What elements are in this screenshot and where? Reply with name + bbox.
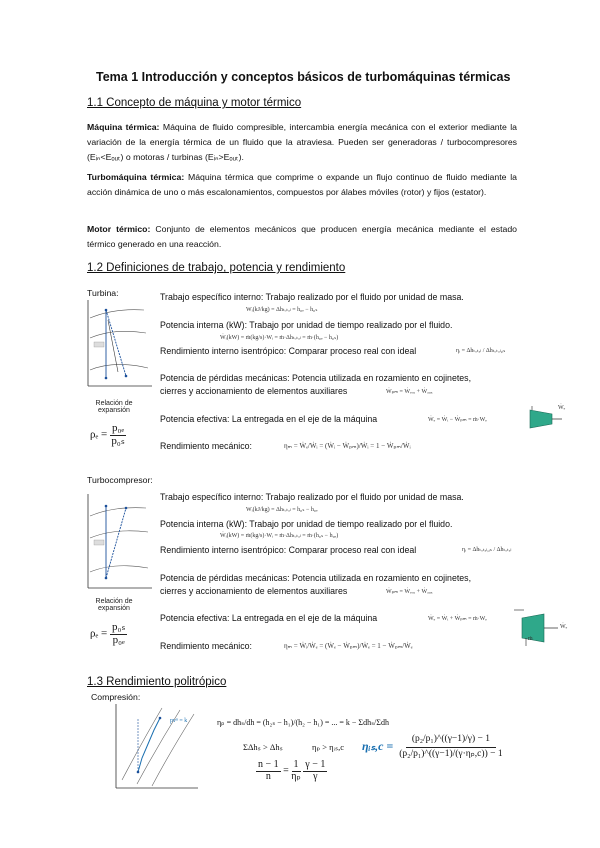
turbina-rho-formula — [90, 423, 126, 447]
eq-rendimiento-isentropico — [362, 733, 503, 760]
eta-is-numerator: (p₂/p₁)^((γ−1)/γ) − 1 — [406, 733, 496, 748]
turbine-power-label: Ẇₑ — [558, 405, 566, 411]
turbina-eq-potencia: Ẇᵢ(kW) = ṁ(kg/s)·Wᵢ = ṁ·Δhₜₒₜₐₗ = ṁ·(h₀ₑ − h₀ₛ) — [220, 335, 339, 341]
n-denominator: n — [265, 770, 271, 782]
compresor-item-mecanico: Rendimiento mecánico: — [160, 641, 252, 651]
paragraph-motor-termico — [87, 222, 517, 252]
rho-numerator: p₀ₑ — [112, 422, 125, 434]
compressor-symbol-icon — [512, 608, 562, 648]
eta-is-lhs: ηᵢₛ,c = — [362, 738, 394, 753]
text-line: fluido mediante la acción dinámica de uno o más escalonamientos, compuestos por — [87, 172, 517, 198]
turbocompresor-hs-diagram — [84, 492, 154, 592]
paragraph-maquina-termica — [87, 120, 517, 166]
gamma-numerator: γ − 1 — [305, 759, 326, 770]
compresor-item-trabajo: Trabajo específico interno: Trabajo realizado por el fluido por unidad de masa. — [160, 492, 464, 502]
text-line: Máquina térmica que comprime o expande un flujo continuo de — [187, 172, 443, 182]
turbina-item-perdidas-2: cierres y accionamiento de elementos auxiliares — [160, 386, 348, 396]
compresor-item-efectiva: Potencia efectiva: La entregada en el eje de la máquina — [160, 613, 378, 623]
page-title: Tema 1 Introducción y conceptos básicos de turbomáquinas térmicas — [96, 70, 511, 84]
eta-is-denominator: (p₂/p₁)^((γ−1)/(γ·ηₚ,c)) − 1 — [399, 748, 503, 759]
rho-lhs: ρₑ = — [90, 428, 108, 441]
compressor-mass-flow-label: ṁ — [528, 636, 533, 642]
compresor-eq-rendimiento: ηᵢ = Δhₜₒₜₐₗ,ᵢₛ / Δhₜₒₜₐₗ — [462, 547, 512, 553]
turbina-eq-perdidas: Ẇₚₘ = Ẇᵣₒᵤ + Ẇₐᵤₓ — [386, 389, 433, 395]
eta-numerator: 1 — [293, 759, 299, 770]
turbina-item-rendimiento: Rendimiento interno isentrópico: Comparar proceso real con ideal — [160, 346, 417, 356]
compresor-eq-efectiva: Ẇₑ = Ẇᵢ + Ẇₚₘ = ṁ·Wₑ — [428, 616, 487, 622]
turbina-eq-rendimiento: ηᵢ = Δhₜₒₜₐₗ / Δhₜₒₜₐₗ,ᵢₛ — [456, 348, 506, 354]
eq-suma: ΣΔhₛ > Δhₛ — [243, 742, 283, 752]
compresor-eq-trabajo: Wᵢ(kJ/kg) = Δhₜₒₜₐₗ = h₀ₛ − h₀ₑ — [246, 507, 318, 513]
section-heading-1-2: 1.2 Definiciones de trabajo, potencia y rendimiento — [87, 262, 346, 274]
text-line: exterior mediante la variación de la energía térmica de un fluido que la atraviesa. Pueden — [87, 122, 518, 148]
turbina-label: Turbina: — [87, 288, 119, 298]
turbina-item-potencia: Potencia interna (kW): Trabajo por unidad de tiempo realizado por el fluido. — [160, 320, 453, 330]
section-heading-1-1: 1.1 Concepto de máquina y motor térmico — [87, 97, 302, 109]
text-line: Máquina de fluido compresible, intercambia energía mecánica con el — [162, 122, 436, 132]
term-turbomaquina: Turbomáquina térmica: — [87, 172, 185, 182]
turbina-eq-trabajo: Wᵢ(kJ/kg) = Δhₜₒₜₐₗ = h₀ₑ − h₀ₛ — [246, 307, 318, 313]
eq-politropico: ηₚ = dhₛ/dh = (h₂ₛ − h₁)/(h₂ − h₁) = ... = k − Σdhₛ/Σdh — [217, 718, 389, 727]
turbocompresor-label: Turbocompresor: — [87, 475, 153, 485]
rho-lhs: ρₑ = — [90, 627, 108, 640]
compresor-item-rendimiento: Rendimiento interno isentrópico: Comparar proceso real con ideal — [160, 545, 417, 555]
term-maquina-termica: Máquina térmica: — [87, 122, 160, 132]
compresor-eq-perdidas: Ẇₚₘ = Ẇᵣₒᵤ + Ẇₐᵤₓ — [386, 589, 433, 595]
polytropic-diagram — [112, 702, 202, 792]
rho-numerator: p₀ₛ — [112, 621, 126, 633]
rho-fraction — [110, 423, 126, 447]
turbina-item-perdidas: Potencia de pérdidas mecánicas: Potencia utilizada en rozamiento en cojinetes, — [160, 373, 472, 383]
text-line: álabes móviles (rotor) y fijos (estator). — [341, 187, 487, 198]
text-line: Conjunto de elementos mecánicos que producen energía mecánica — [155, 224, 434, 234]
turbina-item-efectiva: Potencia efectiva: La entregada en el eje de la máquina — [160, 414, 378, 424]
gamma-denominator: γ — [313, 770, 318, 782]
term-motor-termico: Motor térmico: — [87, 224, 151, 234]
compresor-eq-mecanico: ηₘ = Ẇᵢ/Ẇₑ = (Ẇₑ − Ẇₚₘ)/Ẇₑ = 1 − Ẇₚₘ/Ẇₑ — [284, 642, 413, 650]
compressor-power-label: Ẇₑ — [560, 624, 568, 630]
rho-fraction — [110, 622, 127, 646]
relacion-expansion-label-turbina: Relación de expansión — [95, 400, 133, 414]
text-line: mediante el estado térmico generado en una reacción. — [87, 224, 517, 250]
compresion-label: Compresión: — [91, 692, 141, 702]
eq-exponente-n — [256, 760, 327, 782]
paragraph-turbomaquina — [87, 170, 517, 200]
eta-denominator: ηₚ — [291, 770, 301, 782]
compresor-item-perdidas: Potencia de pérdidas mecánicas: Potencia utilizada en rozamiento en cojinetes, — [160, 573, 472, 583]
compresor-item-potencia: Potencia interna (kW): Trabajo por unidad de tiempo realizado por el fluido. — [160, 519, 453, 529]
rho-denominator: p₀ₑ — [112, 633, 125, 646]
text-line: ser generadoras / turbocompresores (Eᵢₙ<Eₒᵤₜ) o motoras / turbinas (Eᵢₙ>Eₒᵤₜ). — [87, 137, 517, 163]
turbina-eq-efectiva: Ẇₑ = Ẇᵢ − Ẇₚₘ = ṁ·Wₑ — [428, 417, 487, 423]
section-heading-1-3: 1.3 Rendimiento politrópico — [87, 676, 227, 688]
compresor-item-perdidas-2: cierres y accionamiento de elementos auxiliares — [160, 586, 348, 596]
equals: = — [283, 765, 289, 777]
turbina-hs-diagram — [84, 298, 154, 390]
eq-comparacion: ηₚ > ηᵢₛ,c — [312, 742, 345, 752]
n-numerator: n − 1 — [258, 759, 279, 770]
rho-denominator: p₀ₛ — [111, 434, 125, 447]
polytropic-note: pvⁿ = k — [170, 718, 188, 724]
compresor-eq-potencia: Ẇᵢ(kW) = ṁ(kg/s)·Wᵢ = ṁ·Δhₜₒₜₐₗ = ṁ·(h₀ₛ − h₀ₑ) — [220, 533, 339, 539]
turbina-item-trabajo: Trabajo específico interno: Trabajo realizado por el fluido por unidad de masa. — [160, 292, 464, 302]
compresor-rho-formula — [90, 622, 127, 646]
relacion-expansion-label-compresor: Relación de expansión — [95, 598, 133, 612]
turbina-eq-mecanico: ηₘ = Ẇₑ/Ẇᵢ = (Ẇᵢ − Ẇₚₘ)/Ẇᵢ = 1 − Ẇₚₘ/Ẇᵢ — [284, 442, 411, 450]
turbina-item-mecanico: Rendimiento mecánico: — [160, 441, 252, 451]
